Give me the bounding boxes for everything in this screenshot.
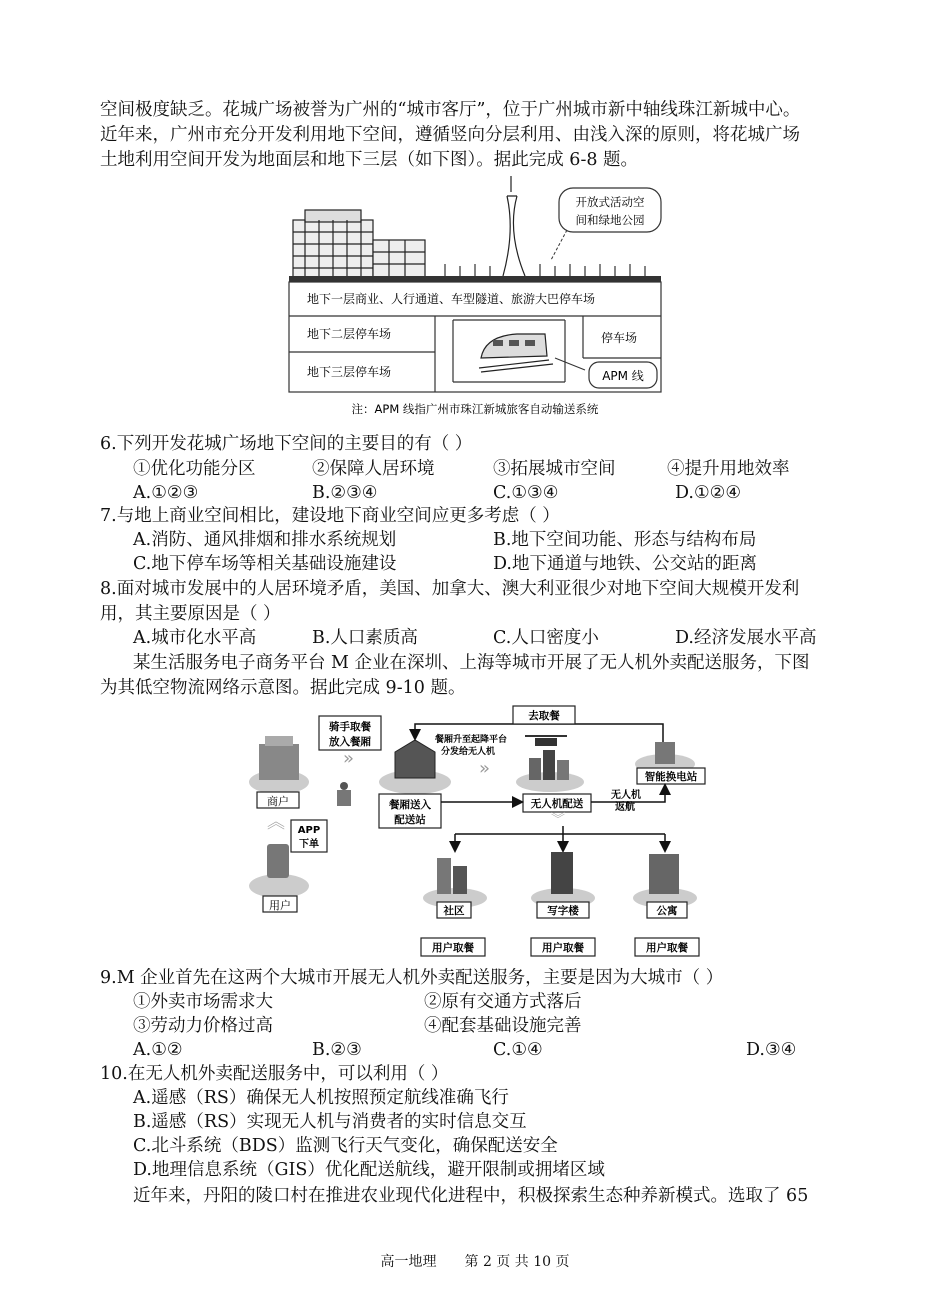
q9-stem: 9.M 企业首先在这两个大城市开展无人机外卖配送服务，主要是因为大城市（ ）	[100, 968, 724, 988]
q6-stem: 6.下列开发花城广场地下空间的主要目的有（ ）	[100, 434, 473, 454]
office-label: 写字楼	[547, 905, 579, 917]
apartment-label: 公寓	[656, 905, 678, 917]
q9-item-4: ④配套基础设施完善	[424, 1016, 582, 1036]
q6-choice-d: D.①②④	[675, 483, 742, 503]
drone-icon	[525, 736, 567, 746]
q7-choice-b: B.地下空间功能、形态与结构布局	[493, 530, 757, 550]
user-label: 用户	[269, 899, 291, 912]
station-label-2: 配送站	[394, 814, 426, 826]
q6-item-3: ③拓展城市空间	[493, 459, 616, 479]
layer-1-label: 地下一层商业、人行通道、车型隧道、旅游大巴停车场	[307, 292, 596, 306]
underground-space-figure	[285, 172, 665, 422]
q8-stem-line-2: 用，其主要原因是（ ）	[100, 604, 281, 624]
q9-choice-c: C.①④	[493, 1040, 543, 1060]
intro-line-1: 空间极度缺乏。花城广场被誉为广州的“城市客厅”，位于广州城市新中轴线珠江新城中心。	[100, 100, 801, 120]
q10-choice-d: D.地理信息系统（GIS）优化配送航线，避开限制或拥堵区域	[133, 1160, 605, 1180]
chevron-right-icon-2: »	[479, 758, 491, 779]
apm-label: APM 线	[602, 369, 644, 383]
ground-surface	[289, 276, 661, 282]
charging-station-node	[635, 742, 705, 784]
office-collect-label: 用户取餐	[542, 942, 584, 954]
drone-logistics-figure	[245, 702, 715, 960]
chevron-up-icon: ︽	[267, 812, 285, 833]
merchant-label: 商户	[267, 795, 289, 808]
q10-choice-b: B.遥感（RS）实现无人机与消费者的实时信息交互	[133, 1112, 527, 1132]
apartment-collect-label: 用户取餐	[646, 942, 688, 954]
parking-label: 停车场	[601, 331, 638, 345]
q6-item-1: ①优化功能分区	[133, 459, 256, 479]
q8-stem-line-1: 8.面对城市发展中的人居环境矛盾，美国、加拿大、澳大利亚很少对地下空间大规模开发利	[100, 579, 800, 599]
q7-choice-c: C.地下停车场等相关基础设施建设	[133, 554, 397, 574]
station-label-1: 餐厢送入	[389, 799, 431, 811]
callout-line-1: 开放式活动空	[575, 195, 645, 209]
q9-item-2: ②原有交通方式落后	[424, 992, 582, 1012]
q8-choice-a: A.城市化水平高	[133, 628, 257, 648]
layer-3-label: 地下三层停车场	[307, 365, 392, 379]
q6-choice-a: A.①②③	[133, 483, 199, 503]
q7-choice-a: A.消防、通风排烟和排水系统规划	[133, 530, 397, 550]
community-node	[421, 858, 487, 956]
return-label-1: 无人机	[611, 790, 641, 801]
app-label-2: 下单	[299, 839, 319, 850]
community-label: 社区	[443, 905, 465, 917]
drone-delivery-node	[516, 750, 591, 812]
building-illustration	[293, 210, 425, 278]
q9-item-1: ①外卖市场需求大	[133, 992, 273, 1012]
charging-station-label: 智能换电站	[644, 771, 698, 783]
q6-choice-b: B.②③④	[312, 483, 378, 503]
page-footer: 高一地理 第 2 页 共 10 页	[380, 1254, 570, 1270]
callout-line-2: 间和绿地公园	[575, 213, 645, 227]
q9-choice-d: D.③④	[746, 1040, 797, 1060]
rider-label-2: 放入餐厢	[329, 736, 371, 748]
train-illustration	[479, 334, 553, 372]
q6-choice-c: C.①③④	[493, 483, 559, 503]
intro3-line: 近年来，丹阳的陵口村在推进农业现代化进程中，积极探索生态种养新模式。选取了 65	[133, 1186, 809, 1206]
q10-stem: 10.在无人机外卖配送服务中，可以利用（ ）	[100, 1064, 449, 1084]
q8-choice-b: B.人口素质高	[312, 628, 418, 648]
return-label-2: 返航	[615, 802, 635, 813]
tree-row-illustration	[445, 264, 645, 276]
user-node	[249, 844, 309, 912]
q7-stem: 7.与地上商业空间相比，建设地下商业空间应更多考虑（ ）	[100, 506, 560, 526]
q6-item-4: ④提升用地效率	[667, 459, 790, 479]
intro2-line-1: 某生活服务电子商务平台 M 企业在深圳、上海等城市开展了无人机外卖配送服务，下图	[133, 653, 810, 673]
q9-choice-a: A.①②	[133, 1040, 183, 1060]
drone-delivery-label: 无人机配送	[530, 798, 584, 810]
canton-tower-illustration	[503, 176, 525, 276]
figure-1-note: 注：APM 线指广州市珠江新城旅客自动输送系统	[351, 402, 599, 416]
intro2-line-2: 为其低空物流网络示意图。据此完成 9-10 题。	[100, 678, 466, 698]
pickup-label: 去取餐	[528, 710, 560, 722]
q10-choice-c: C.北斗系统（BDS）监测飞行天气变化，确保配送安全	[133, 1136, 558, 1156]
intro-line-3: 土地利用空间开发为地面层和地下三层（如下图）。据此完成 6-8 题。	[100, 150, 639, 170]
intro-line-2: 近年来，广州市充分开发利用地下空间，遵循竖向分层利用、由浅入深的原则，将花城广场	[100, 125, 800, 145]
q7-choice-d: D.地下通道与地铁、公交站的距离	[493, 554, 757, 574]
q10-choice-a: A.遥感（RS）确保无人机按照预定航线准确飞行	[133, 1088, 509, 1108]
q8-choice-d: D.经济发展水平高	[675, 628, 817, 648]
app-label-1: APP	[297, 825, 321, 836]
q9-item-3: ③劳动力价格过高	[133, 1016, 273, 1036]
rider-label-1: 骑手取餐	[329, 721, 371, 733]
q9-choice-b: B.②③	[312, 1040, 362, 1060]
lift-label-2: 分发给无人机	[441, 747, 496, 757]
lift-label-1: 餐厢升至起降平台	[435, 735, 508, 745]
community-collect-label: 用户取餐	[432, 942, 474, 954]
apartment-node	[633, 854, 699, 956]
q8-choice-c: C.人口密度小	[493, 628, 599, 648]
chevron-right-icon: »	[343, 748, 355, 769]
q6-item-2: ②保障人居环境	[312, 459, 435, 479]
chevron-down-icon: ︾	[551, 812, 565, 828]
office-node	[531, 852, 595, 956]
layer-2-label: 地下二层停车场	[307, 327, 392, 341]
merchant-node	[249, 736, 309, 808]
